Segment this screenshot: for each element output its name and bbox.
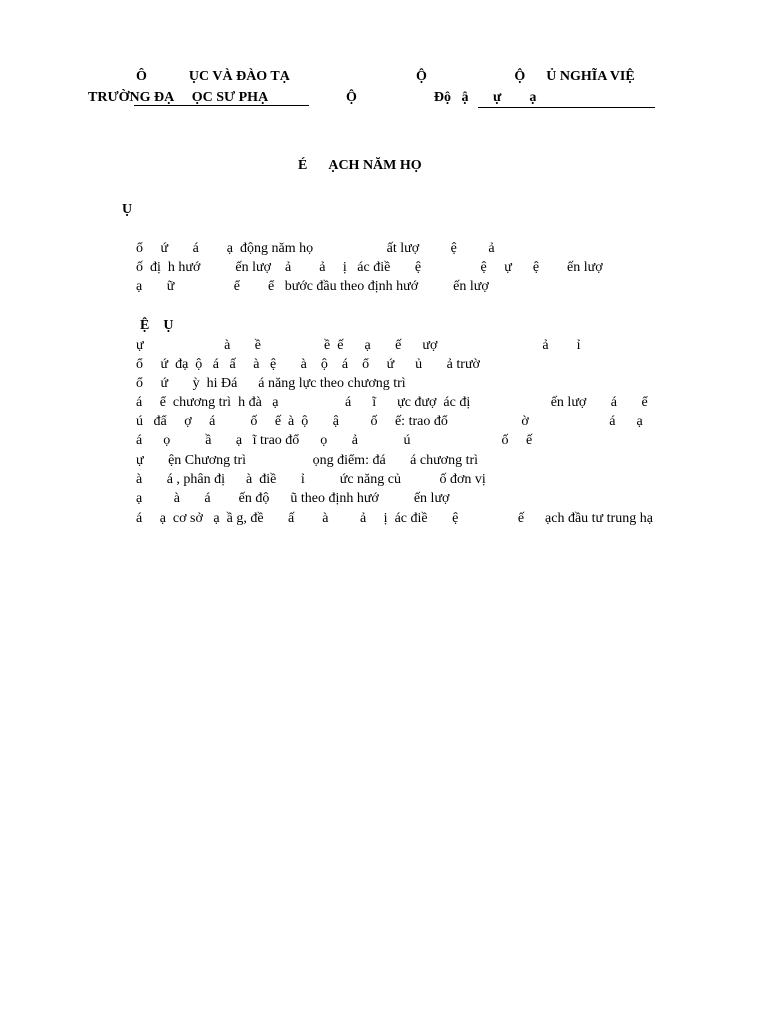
header-ministry: Ô ỤC VÀ ĐÀO TẠ xyxy=(136,69,290,84)
section2-line: ự ện Chương trì ọng điểm: đá á chương trì xyxy=(136,453,479,468)
section1-line: ổ ứ á ạ động năm họ ất lượ ệ ả xyxy=(136,241,495,256)
section2-line: á ạ cơ sở ạ ầ g, đề ấ à ả ị ác điề ệ ế ạch đầu tư trung hạ xyxy=(136,511,653,526)
header-motto: Ộ Độ ậ ự ạ xyxy=(346,90,537,105)
header-left-underline xyxy=(134,105,309,106)
section1-line: ạ ữ ể ể bước đầu theo định hướ ến lượ xyxy=(136,279,489,294)
section2-heading: Ệ Ụ xyxy=(140,318,174,333)
section2-line: ạ à á ến độ ũ theo định hướ ến lượ xyxy=(136,491,450,506)
section2-line: á ể chương trì h đà ạ á ĩ ực đượ ác đị ến lượ á ể xyxy=(136,395,648,410)
section1-heading: Ụ xyxy=(122,202,133,217)
section1-line: ố đị h hướ ến lượ ả ả ị ác điề ệ ệ ự ệ ến lượ xyxy=(136,260,603,275)
section2-line: ổ ứ đạ ộ á ấ à ệ à ộ á ổ ứ ủ ả trườ xyxy=(136,357,480,372)
header-right-underline xyxy=(478,107,655,108)
section2-line: ự à ề ề ế ạ ế ượ ả ỉ xyxy=(136,338,581,353)
section2-line: à á , phân đị à điề ỉ ức năng củ ố đơn vị xyxy=(136,472,486,487)
section2-line: ú đẩ ợ á ố ế à ộ ậ ố ế: trao đổ ờ á ạ xyxy=(136,414,643,429)
section2-line: ổ ứ ỳ hi Đá á năng lực theo chương trì xyxy=(136,376,406,391)
page-title: É ẠCH NĂM HỌ xyxy=(298,158,422,173)
header-republic: Ộ Ộ Ủ NGHĨA VIỆ xyxy=(416,69,635,84)
section2-line: á ọ ầ ạ ĩ trao đổ ọ ả ú ố ế xyxy=(136,433,533,448)
header-university: TRƯỜNG ĐẠ ỌC SƯ PHẠ xyxy=(88,90,269,105)
